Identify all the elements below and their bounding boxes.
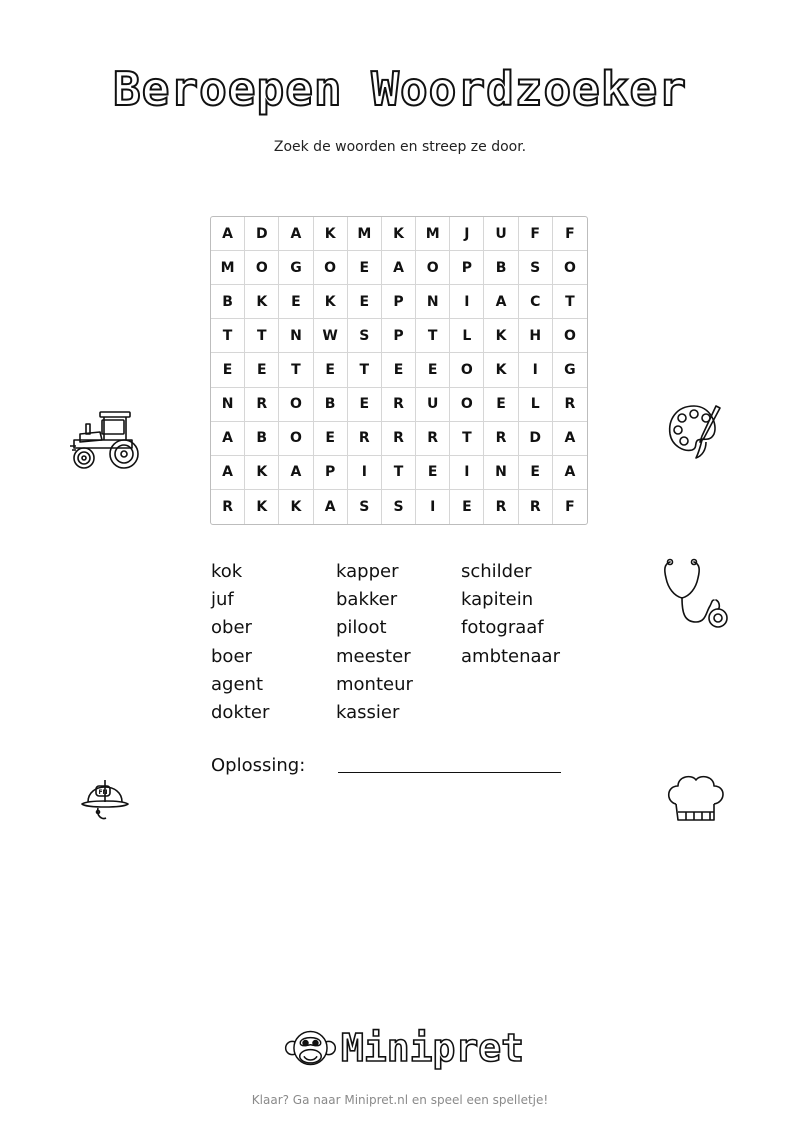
grid-cell[interactable]: K	[382, 217, 416, 251]
grid-cell[interactable]: S	[519, 251, 553, 285]
grid-cell[interactable]: O	[450, 353, 484, 387]
grid-cell[interactable]: A	[211, 422, 245, 456]
grid-cell[interactable]: P	[382, 285, 416, 319]
grid-cell[interactable]: J	[450, 217, 484, 251]
grid-cell[interactable]: R	[245, 388, 279, 422]
grid-cell[interactable]: I	[416, 490, 450, 524]
grid-cell[interactable]: M	[348, 217, 382, 251]
grid-cell[interactable]: A	[553, 456, 587, 490]
grid-cell[interactable]: I	[450, 285, 484, 319]
solution-label: Oplossing:	[211, 755, 306, 776]
grid-cell[interactable]: O	[553, 319, 587, 353]
word-item: agent	[211, 673, 263, 695]
grid-cell[interactable]: D	[245, 217, 279, 251]
grid-cell[interactable]: A	[211, 217, 245, 251]
grid-cell[interactable]: E	[348, 251, 382, 285]
grid-cell[interactable]: R	[348, 422, 382, 456]
grid-cell[interactable]: P	[382, 319, 416, 353]
grid-cell[interactable]: T	[553, 285, 587, 319]
word-item: kapper	[336, 561, 399, 582]
grid-cell[interactable]: I	[519, 353, 553, 387]
word-list	[211, 558, 586, 727]
grid-cell[interactable]: D	[519, 422, 553, 456]
word-item: dokter	[211, 702, 270, 724]
grid-cell[interactable]: S	[348, 490, 382, 524]
solution-answer-line[interactable]	[338, 772, 561, 773]
chef-hat-icon	[664, 770, 726, 828]
grid-cell[interactable]: M	[416, 217, 450, 251]
firefighter-helmet-icon	[78, 772, 132, 824]
minipret-logo[interactable]	[284, 1020, 524, 1076]
grid-cell[interactable]: E	[279, 285, 313, 319]
grid-cell[interactable]: K	[314, 217, 348, 251]
word-item: schilder	[461, 561, 532, 582]
grid-cell[interactable]: O	[416, 251, 450, 285]
grid-cell[interactable]: C	[519, 285, 553, 319]
grid-cell[interactable]: U	[416, 388, 450, 422]
word-search-grid	[210, 216, 588, 525]
grid-cell[interactable]: O	[279, 388, 313, 422]
grid-cell[interactable]: B	[314, 388, 348, 422]
grid-cell[interactable]: A	[382, 251, 416, 285]
grid-cell[interactable]: W	[314, 319, 348, 353]
stethoscope-icon	[660, 556, 730, 630]
grid-cell[interactable]: E	[211, 353, 245, 387]
grid-cell[interactable]: K	[245, 456, 279, 490]
grid-cell[interactable]: T	[211, 319, 245, 353]
grid-cell[interactable]: E	[484, 388, 518, 422]
grid-cell[interactable]: E	[245, 353, 279, 387]
grid-cell[interactable]: K	[279, 490, 313, 524]
grid-cell[interactable]: H	[519, 319, 553, 353]
grid-cell[interactable]: N	[279, 319, 313, 353]
grid-cell[interactable]: T	[279, 353, 313, 387]
word-item: kapitein	[461, 589, 534, 611]
palette-icon	[664, 400, 726, 462]
word-item: piloot	[336, 617, 387, 639]
grid-cell[interactable]: I	[348, 456, 382, 490]
grid-cell[interactable]: P	[314, 456, 348, 490]
grid-cell[interactable]: F	[519, 217, 553, 251]
grid-cell[interactable]: O	[314, 251, 348, 285]
grid-cell[interactable]: L	[519, 388, 553, 422]
grid-cell[interactable]: F	[565, 498, 575, 515]
grid-cell[interactable]: N	[416, 285, 450, 319]
grid-cell[interactable]: R	[211, 490, 245, 524]
grid-cell[interactable]: O	[553, 251, 587, 285]
word-item: ambtenaar	[461, 645, 560, 667]
grid-cell[interactable]: K	[484, 319, 518, 353]
word-column	[461, 558, 586, 727]
word-item: fotograaf	[461, 617, 544, 639]
grid-cell[interactable]: F	[553, 217, 587, 251]
grid-cell[interactable]: S	[348, 319, 382, 353]
grid-cell[interactable]: E	[314, 422, 348, 456]
grid-cell[interactable]: N	[211, 388, 245, 422]
grid-cell[interactable]: R	[382, 388, 416, 422]
grid-cell[interactable]: A	[553, 422, 587, 456]
word-item: ober	[211, 617, 252, 639]
grid-cell[interactable]: M	[211, 251, 245, 285]
grid-cell[interactable]: T	[348, 353, 382, 387]
grid-cell[interactable]: A	[314, 490, 348, 524]
grid-cell[interactable]: K	[245, 490, 279, 524]
grid-cell[interactable]: L	[450, 319, 484, 353]
grid-cell[interactable]: N	[484, 456, 518, 490]
grid-cell[interactable]: R	[519, 490, 553, 524]
helmet-badge-text: FN	[98, 789, 108, 796]
grid-cell[interactable]: G	[279, 251, 313, 285]
word-column	[336, 558, 461, 727]
grid-cell[interactable]: A	[211, 456, 245, 490]
grid-cell[interactable]: B	[245, 422, 279, 456]
grid-cell[interactable]: I	[450, 456, 484, 490]
grid-cell[interactable]: E	[314, 353, 348, 387]
grid-cell[interactable]: E	[519, 456, 553, 490]
grid-cell[interactable]: K	[245, 285, 279, 319]
grid-cell[interactable]: E	[348, 285, 382, 319]
word-item: kassier	[336, 702, 400, 724]
word-item: bakker	[336, 589, 398, 611]
page-title: Beroepen Woordzoeker	[113, 62, 687, 116]
grid-cell[interactable]: G	[553, 353, 587, 387]
tractor-icon	[66, 406, 144, 472]
word-item: meester	[336, 645, 411, 667]
grid-cell[interactable]: P	[450, 251, 484, 285]
grid-cell[interactable]: T	[416, 319, 450, 353]
logo-text: Minipret	[340, 1026, 524, 1070]
grid-cell[interactable]: R	[484, 490, 518, 524]
grid-cell[interactable]: A	[279, 456, 313, 490]
grid-cell[interactable]: T	[382, 456, 416, 490]
grid-cell[interactable]: T	[245, 319, 279, 353]
grid-cell[interactable]: O	[450, 388, 484, 422]
grid-cell[interactable]: O	[245, 251, 279, 285]
grid-cell[interactable]: K	[484, 353, 518, 387]
monkey-mascot-icon	[284, 1022, 337, 1074]
grid-cell[interactable]: R	[484, 422, 518, 456]
word-item: boer	[211, 645, 252, 667]
grid-cell[interactable]: E	[348, 388, 382, 422]
grid-cell[interactable]: E	[382, 353, 416, 387]
grid-cell[interactable]: A	[279, 217, 313, 251]
grid-cell[interactable]: K	[314, 285, 348, 319]
word-column	[211, 558, 336, 727]
grid-cell[interactable]: B	[484, 251, 518, 285]
grid-cell[interactable]: E	[416, 353, 450, 387]
grid-cell[interactable]: E	[416, 456, 450, 490]
grid-cell[interactable]: E	[450, 490, 484, 524]
instructions: Zoek de woorden en streep ze door.	[273, 139, 527, 155]
word-item: juf	[211, 589, 234, 611]
grid-cell[interactable]: T	[450, 422, 484, 456]
grid-cell[interactable]: R	[416, 422, 450, 456]
grid-cell[interactable]: B	[211, 285, 245, 319]
grid-cell[interactable]: S	[382, 490, 416, 524]
word-item: monteur	[336, 673, 413, 695]
grid-cell[interactable]: R	[553, 388, 587, 422]
word-item: kok	[211, 561, 243, 582]
grid-cell[interactable]: R	[382, 422, 416, 456]
footer-text: Klaar? Ga naar Minipret.nl en speel een spelletje!	[251, 1093, 549, 1107]
grid-cell[interactable]: A	[484, 285, 518, 319]
grid-cell[interactable]: U	[484, 217, 518, 251]
grid-cell[interactable]: O	[279, 422, 313, 456]
